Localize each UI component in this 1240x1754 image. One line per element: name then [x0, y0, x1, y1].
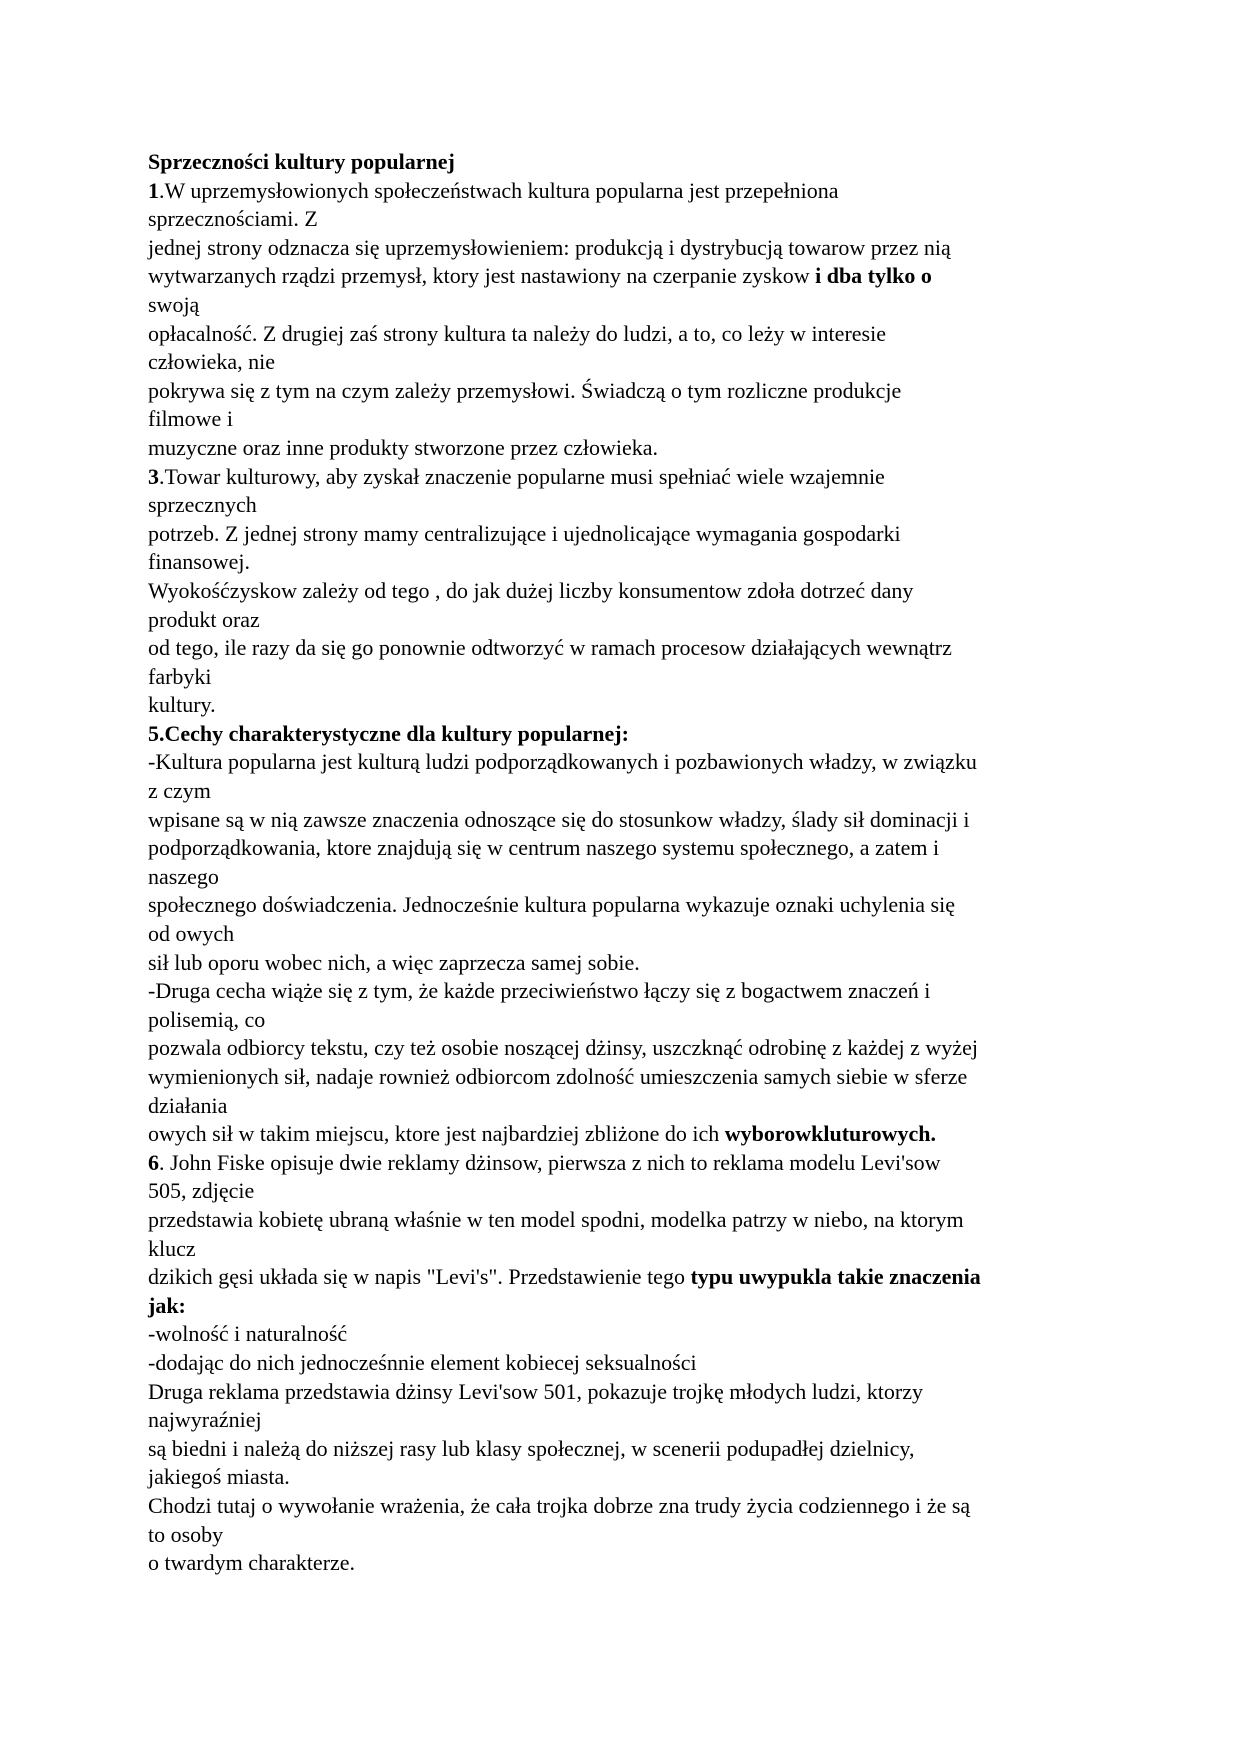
- text-line: [148, 1263, 1108, 1292]
- text-run: finansowej.: [148, 549, 251, 575]
- text-line: [148, 1235, 1108, 1264]
- text-line: [148, 1092, 1108, 1121]
- text-run: od owych: [148, 921, 235, 947]
- text-run: opłacalność. Z drugiej zaś strony kultura ta należy do ludzi, a to, co leży w interesie: [148, 320, 886, 346]
- text-run: sił lub oporu wobec nich, a więc zaprzecza samej sobie.: [148, 949, 640, 975]
- text-line: [148, 405, 1108, 434]
- text-line: [148, 1435, 1108, 1464]
- text-run: o twardym charakterze.: [148, 1550, 356, 1576]
- text-line: [148, 1120, 1108, 1149]
- bold-text: 6: [148, 1149, 159, 1175]
- text-run: to osoby: [148, 1521, 224, 1547]
- text-run: pokrywa się z tym na czym zależy przemysłowi. Świadczą o tym rozliczne produkcje: [148, 377, 902, 403]
- bold-text: 3: [148, 463, 159, 489]
- text-line: [148, 920, 1108, 949]
- text-line: [148, 1521, 1108, 1550]
- text-run: Druga reklama przedstawia dżinsy Levi'sow 501, pokazuje trojkę młodych ludzi, ktorzy: [148, 1378, 923, 1404]
- text-line: [148, 348, 1108, 377]
- text-run: jakiegoś miasta.: [148, 1464, 290, 1490]
- text-line: [148, 1492, 1108, 1521]
- text-run: najwyraźniej: [148, 1407, 262, 1433]
- text-run: kultury.: [148, 692, 216, 718]
- text-line: [148, 1406, 1108, 1435]
- text-line: [148, 463, 1108, 492]
- text-line: [148, 634, 1108, 663]
- text-run: wpisane są w nią zawsze znaczenia odnoszące się do stosunkow władzy, ślady sił dominacji i: [148, 806, 970, 832]
- text-run: sprzecznościami. Z: [148, 206, 318, 232]
- text-line: [148, 548, 1108, 577]
- text-line: [148, 777, 1108, 806]
- text-run: swoją: [148, 291, 200, 317]
- text-run: jednej strony odznacza się uprzemysłowieniem: produkcją i dystrybucją towarow przez nią: [148, 234, 951, 260]
- text-line: [148, 1463, 1108, 1492]
- text-run: -Druga cecha wiąże się z tym, że każde przeciwieństwo łączy się z bogactwem znaczeń i: [148, 978, 931, 1004]
- text-run: muzyczne oraz inne produkty stworzone przez człowieka.: [148, 434, 659, 460]
- text-run: z czym: [148, 778, 211, 804]
- text-run: -dodając do nich jednocześnnie element kobiecej seksualności: [148, 1349, 697, 1375]
- text-line: [148, 434, 1108, 463]
- text-line: [148, 1549, 1108, 1578]
- text-line: [148, 262, 1108, 291]
- text-line: [148, 1006, 1108, 1035]
- text-run: -Kultura popularna jest kulturą ludzi podporządkowanych i pozbawionych władzy, w związku: [148, 749, 977, 775]
- text-run: .W uprzemysłowionych społeczeństwach kultura popularna jest przepełniona: [159, 177, 839, 203]
- text-run: .Towar kulturowy, aby zyskał znaczenie popularne musi spełniać wiele wzajemnie: [159, 463, 885, 489]
- text-run: potrzeb. Z jednej strony mamy centralizujące i ujednolicające wymagania gospodarki: [148, 520, 901, 546]
- text-line: [148, 691, 1108, 720]
- text-run: są biedni i należą do niższej rasy lub klasy społecznej, w scenerii podupadłej dzielnicy,: [148, 1435, 915, 1461]
- text-run: podporządkowania, ktore znajdują się w centrum naszego systemu społecznego, a zatem i: [148, 835, 940, 861]
- text-line: [148, 1292, 1108, 1321]
- text-run: pozwala odbiorcy tekstu, czy też osobie noszącej dżinsy, uszczknąć odrobinę z każdej z wyżej: [148, 1035, 978, 1061]
- text-run: od tego, ile razy da się go ponownie odtworzyć w ramach procesow działających wewnątrz: [148, 635, 952, 661]
- text-line: [148, 177, 1108, 206]
- bold-text: 5.Cechy charakterystyczne dla kultury popularnej:: [148, 720, 629, 746]
- text-line: [148, 320, 1108, 349]
- bold-text: jak:: [148, 1292, 186, 1318]
- text-line: [148, 663, 1108, 692]
- text-line: [148, 891, 1108, 920]
- text-line: [148, 834, 1108, 863]
- document-body: [148, 148, 1108, 1578]
- bold-text: i dba tylko o: [815, 263, 932, 289]
- text-line: [148, 377, 1108, 406]
- bold-text: Sprzeczności kultury popularnej: [148, 149, 455, 174]
- text-line: [148, 1206, 1108, 1235]
- text-line: [148, 1149, 1108, 1178]
- text-run: Chodzi tutaj o wywołanie wrażenia, że cała trojka dobrze zna trudy życia codziennego i że są: [148, 1492, 971, 1518]
- text-run: Wyokośćzyskow zależy od tego , do jak dużej liczby konsumentow zdoła dotrzeć dany: [148, 577, 914, 603]
- text-run: owych sił w takim miejscu, ktore jest najbardziej zbliżone do ich: [148, 1121, 725, 1147]
- text-line: [148, 577, 1108, 606]
- text-line: [148, 1320, 1108, 1349]
- text-run: . John Fiske opisuje dwie reklamy dżinsow, pierwsza z nich to reklama modelu Levi'sow: [159, 1149, 941, 1175]
- text-run: -wolność i naturalność: [148, 1321, 348, 1347]
- text-line: [148, 1177, 1108, 1206]
- text-line: [148, 806, 1108, 835]
- text-run: filmowe i: [148, 406, 233, 432]
- text-run: 505, zdjęcie: [148, 1178, 255, 1204]
- text-run: produkt oraz: [148, 606, 260, 632]
- text-line: [148, 863, 1108, 892]
- text-run: dzikich gęsi układa się w napis "Levi's". Przedstawienie tego: [148, 1264, 691, 1290]
- text-line: [148, 977, 1108, 1006]
- text-line: [148, 1378, 1108, 1407]
- text-line: [148, 949, 1108, 978]
- text-run: naszego: [148, 863, 219, 889]
- text-line: [148, 720, 1108, 749]
- text-run: działania: [148, 1092, 228, 1118]
- text-line: [148, 148, 1108, 177]
- text-line: [148, 1063, 1108, 1092]
- text-line: [148, 748, 1108, 777]
- text-line: [148, 205, 1108, 234]
- text-line: [148, 606, 1108, 635]
- text-line: [148, 291, 1108, 320]
- text-run: wymienionych sił, nadaje rownież odbiorcom zdolność umieszczenia samych siebie w sferze: [148, 1064, 968, 1089]
- text-run: przedstawia kobietę ubraną właśnie w ten model spodni, modelka patrzy w niebo, na ktorym: [148, 1206, 964, 1232]
- text-line: [148, 1034, 1108, 1063]
- text-run: wytwarzanych rządzi przemysł, ktory jest nastawiony na czerpanie zyskow: [148, 263, 816, 289]
- text-run: sprzecznych: [148, 492, 257, 518]
- bold-text: typu uwypukla takie znaczenia: [690, 1264, 981, 1290]
- text-run: farbyki: [148, 663, 212, 689]
- text-line: [148, 1349, 1108, 1378]
- text-run: polisemią, co: [148, 1006, 266, 1032]
- text-run: klucz: [148, 1235, 196, 1261]
- text-line: [148, 520, 1108, 549]
- text-run: człowieka, nie: [148, 349, 276, 375]
- text-run: społecznego doświadczenia. Jednocześnie kultura popularna wykazuje oznaki uchylenia się: [148, 892, 955, 918]
- bold-text: wyborowkluturowych.: [724, 1121, 937, 1147]
- text-line: [148, 491, 1108, 520]
- text-line: [148, 234, 1108, 263]
- bold-text: 1: [148, 177, 159, 203]
